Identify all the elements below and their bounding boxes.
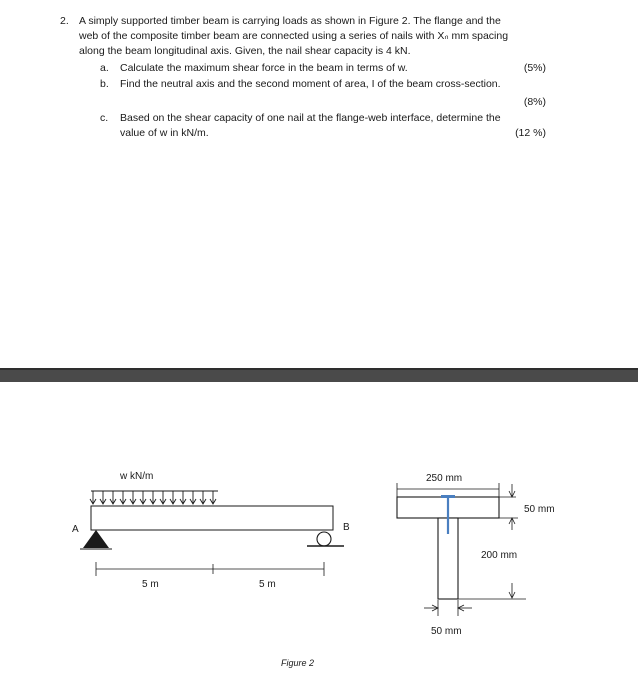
flange-depth-label: 50 mm [524, 504, 555, 515]
figure-caption: Figure 2 [281, 658, 315, 668]
span-2-label: 5 m [259, 579, 276, 590]
part-a-letter: a. [100, 62, 109, 74]
web-depth-label: 200 mm [481, 550, 518, 561]
nail-head [441, 495, 455, 498]
flange-width-dimension [397, 483, 499, 497]
part-a-marks: (5%) [523, 62, 546, 74]
distributed-load-arrows [90, 491, 218, 504]
intro-line-3: along the beam longitudinal axis. Given, the nail shear capacity is 4 kN. [79, 45, 411, 57]
support-b-label: B [343, 522, 350, 533]
web-depth-dimension [458, 583, 526, 599]
web-width-label: 50 mm [431, 626, 462, 637]
pin-support-a [83, 530, 109, 548]
part-b-letter: b. [100, 78, 109, 90]
part-b-text: Find the neutral axis and the second moment of area, I of the beam cross-section. [120, 78, 501, 90]
load-arrow-group [90, 491, 216, 504]
part-c-text-2: value of w in kN/m. [120, 127, 209, 139]
part-c-text-1: Based on the shear capacity of one nail at the flange-web interface, determine the [120, 112, 501, 124]
part-c-marks: (12 %) [515, 127, 546, 139]
part-c-letter: c. [100, 112, 109, 124]
web-width-dimension [424, 600, 472, 616]
part-a-text: Calculate the maximum shear force in the beam in terms of w. [120, 62, 408, 74]
span-dimension [96, 562, 324, 576]
flange-depth-dimension [499, 484, 518, 530]
intro-line-2: web of the composite timber beam are connected using a series of nails with Xₙ mm spacing [79, 30, 509, 42]
question-number: 2. [60, 15, 69, 27]
flange-width-label: 250 mm [426, 473, 463, 484]
load-label: w kN/m [120, 471, 154, 482]
part-b-marks: (8%) [523, 96, 546, 108]
beam [91, 506, 333, 530]
intro-line-1: A simply supported timber beam is carrying loads as shown in Figure 2. The flange and the [79, 15, 501, 27]
roller-support-b [317, 532, 331, 546]
span-1-label: 5 m [142, 579, 159, 590]
support-a-label: A [72, 524, 79, 535]
